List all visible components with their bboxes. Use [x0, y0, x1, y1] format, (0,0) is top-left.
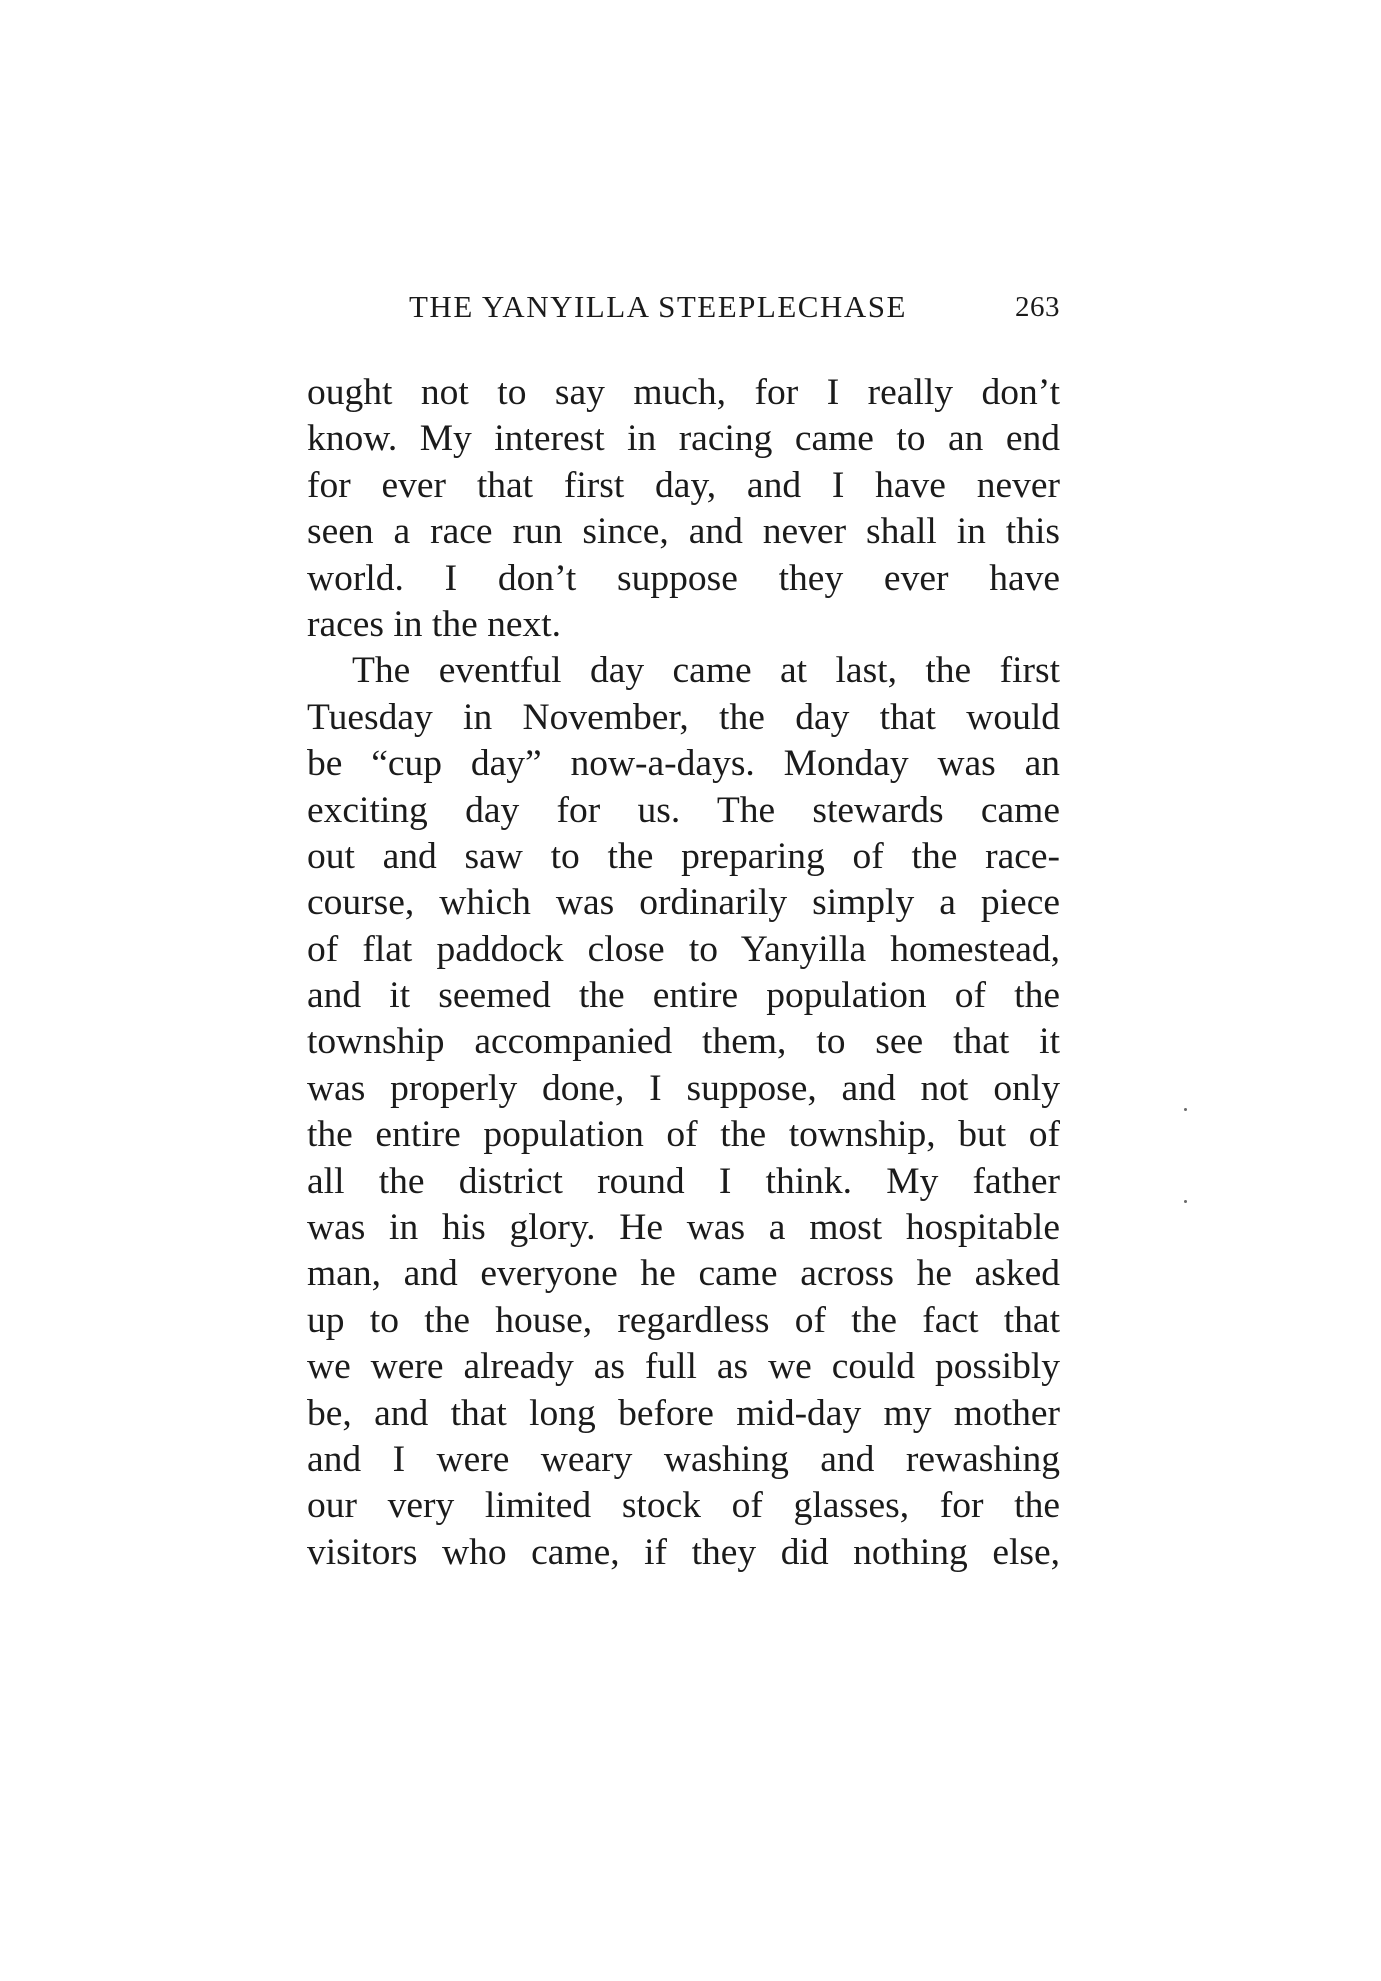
- paragraph-1: [307, 370, 1060, 648]
- text-line: was properly done, I suppose, and not only: [307, 1067, 1060, 1109]
- text-line: Tuesday in November, the day that would: [307, 696, 1060, 738]
- text-line: exciting day for us. The stewards came: [307, 789, 1060, 831]
- text-line: be, and that long before mid-day my mother: [307, 1392, 1060, 1434]
- text-line: ought not to say much, for I really don’t: [307, 372, 1060, 413]
- text-line: races in the next.: [307, 603, 562, 645]
- text-line: man, and everyone he came across he asked: [307, 1253, 1060, 1295]
- text-line: of flat paddock close to Yanyilla homestead,: [307, 928, 1060, 970]
- text-line: our very limited stock of glasses, for the: [307, 1485, 1060, 1527]
- text-line: seen a race run since, and never shall in this: [307, 511, 1060, 553]
- text-line: and I were weary washing and rewashing: [307, 1438, 1060, 1480]
- text-line: for ever that first day, and I have never: [307, 464, 1060, 506]
- text-line: we were already as full as we could possibly: [307, 1346, 1060, 1388]
- text-line: The eventful day came at last, the first: [352, 650, 1060, 692]
- text-line: was in his glory. He was a most hospitable: [307, 1207, 1060, 1249]
- scan-speck: [1184, 1108, 1187, 1111]
- text-line: up to the house, regardless of the fact that: [307, 1299, 1060, 1341]
- text-line: out and saw to the preparing of the race-: [307, 835, 1060, 877]
- text-line: all the district round I think. My father: [307, 1160, 1060, 1202]
- text-line: world. I don’t suppose they ever have: [307, 557, 1060, 599]
- text-line: be “cup day” now-a-days. Monday was an: [307, 743, 1060, 785]
- scan-speck: [1184, 1200, 1187, 1203]
- text-line: know. My interest in racing came to an end: [307, 418, 1060, 460]
- page-number: 263: [1015, 291, 1060, 323]
- text-line: the entire population of the township, but of: [307, 1114, 1060, 1156]
- text-line: visitors who came, if they did nothing else,: [307, 1531, 1060, 1573]
- running-title: THE YANYILLA STEEPLECHASE: [409, 289, 907, 324]
- text-line: course, which was ordinarily simply a piece: [307, 882, 1060, 924]
- running-head: [409, 289, 1060, 335]
- text-line: township accompanied them, to see that it: [307, 1021, 1060, 1063]
- text-line: and it seemed the entire population of the: [307, 975, 1060, 1017]
- paragraph-2: [307, 648, 1060, 1576]
- body-text: [307, 370, 1060, 1576]
